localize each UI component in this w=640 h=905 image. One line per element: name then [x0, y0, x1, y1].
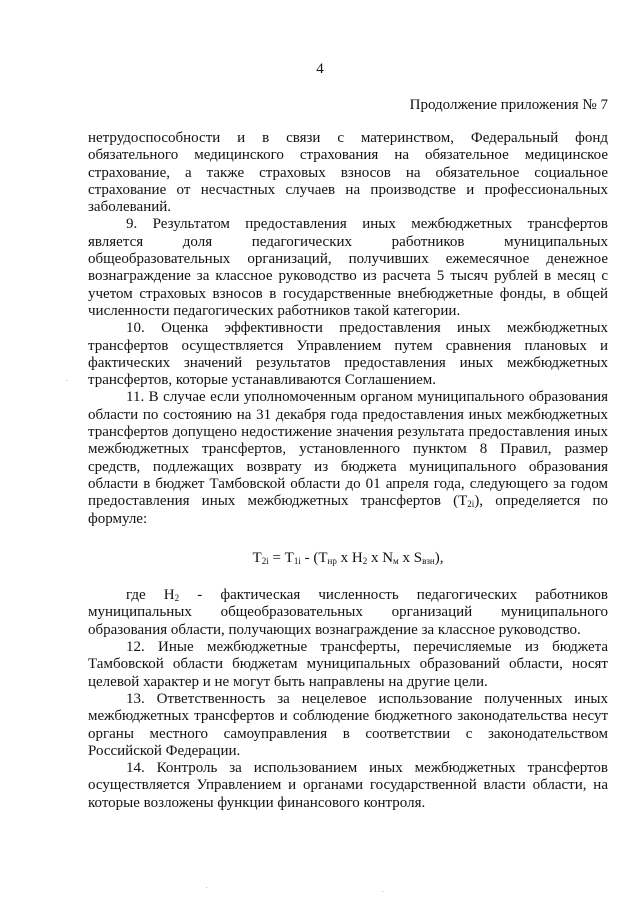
- scan-speck: [382, 891, 383, 892]
- appendix-continuation-note: Продолжение приложения № 7: [409, 97, 608, 113]
- paragraph-11: [88, 389, 608, 527]
- paragraph-9: 9. Результатом предоставления иных межбюджетных трансфертов является доля педагогических работников муниципальных общеобразовательных организаций, получивших ежемесячное денежное вознаграждение за классное руководство из расчета 5 тысяч рублей в месяц с учетом страховых взносов в государственные внебюджетные фонды, в общей численности педагогических работников такой категории.: [88, 216, 608, 319]
- paragraph-continuation: нетрудоспособности и в связи с материнством, Федеральный фонд обязательного медицинского страхования на обязательное медицинское страхование, а также страховых взносов на обязательное социальное страхование от несчастных случаев на производстве и профессиональных заболеваний.: [88, 130, 608, 216]
- page-number: 4: [316, 61, 324, 77]
- paragraph-10: 10. Оценка эффективности предоставления иных межбюджетных трансфертов осуществляется Управлением путем сравнения плановых и фактических значений результатов предоставления иных межбюджетных трансфертов, которые устанавливаются Соглашением.: [88, 320, 608, 389]
- document-body: [88, 130, 608, 812]
- paragraph-11-text: 11. В случае если уполномоченным органом муниципального образования области по состоянию на 31 декабря года предоставления иных межбюджетных трансфертов допущено недостижение значения результата предоставления иных межбюджетных трансфертов, установленного пунктом 8 Правил, размер средств, подлежащих возврату из бюджета муниципального образования области в бюджет Тамбовской области до 01 апреля года, следующего за годом предоставления иных межбюджетных трансфертов (Т: [88, 389, 608, 510]
- paragraph-11-tail: ), определяется по формуле:: [88, 493, 608, 527]
- paragraph-11-subscript: 2i: [467, 499, 475, 510]
- scan-speck: [66, 380, 67, 381]
- return-formula: $Т_{2i} = Т_{1i} - (Т_{нр}$ х $Н_2$ х $N_м$ х $S_{взн}$),: [252, 549, 444, 566]
- paragraph-14: 14. Контроль за использованием иных межбюджетных трансфертов осуществляется Управлением и органами государственной власти области, на которые возложены функции финансового контроля.: [88, 760, 608, 811]
- paragraph-12: 12. Иные межбюджетные трансферты, перечисляемые из бюджета Тамбовской области бюджетам муниципальных образований области, носят целевой характер и не могут быть направлены на другие цели.: [88, 639, 608, 690]
- paragraph-13: 13. Ответственность за нецелевое использование полученных иных межбюджетных трансфертов и соблюдение бюджетного законодательства несут органы местного самоуправления в соответствии с законодательством Российской Федерации.: [88, 690, 608, 759]
- scan-speck: [206, 887, 207, 888]
- where-clause: где $Н_2$ - фактическая численность педагогических работников муниципальных общеобразовательных организаций муниципального образования области, получающих вознаграждение за классное руководство.: [88, 587, 609, 638]
